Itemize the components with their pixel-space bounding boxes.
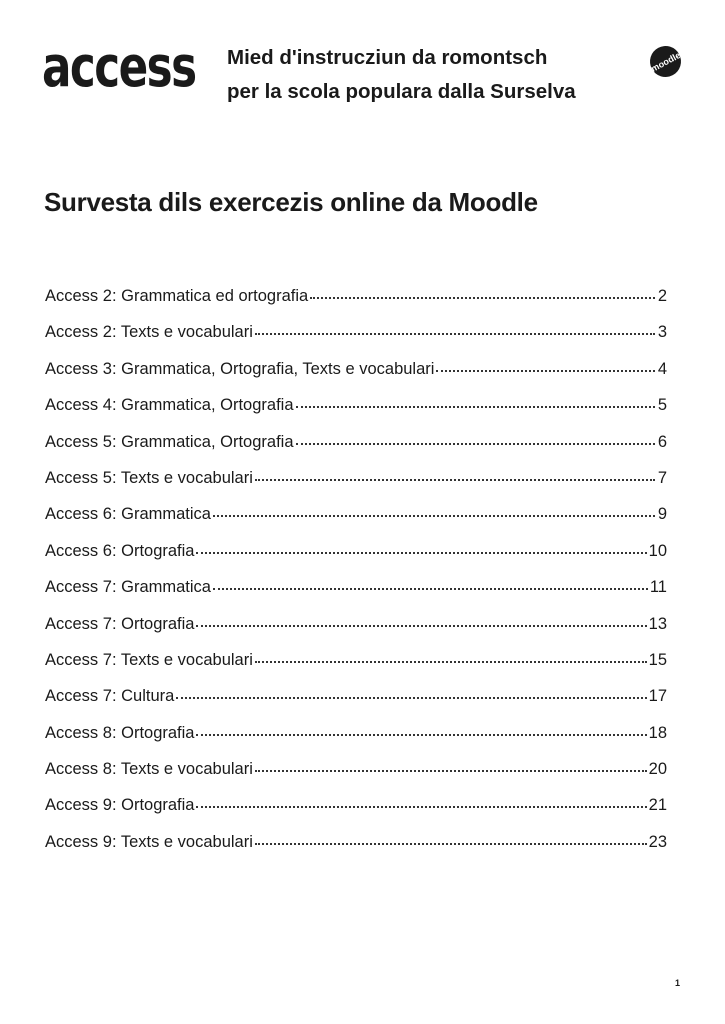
toc-entry[interactable] [45,387,667,423]
toc-entry-label: Access 9: Texts e vocabulari [45,832,253,851]
toc-entry-page: 13 [648,614,667,633]
toc-entry-label: Access 2: Grammatica ed ortografia [45,287,309,305]
toc-dot-leader [196,551,646,554]
toc-dot-leader [255,842,647,845]
toc-dot-leader [255,478,655,481]
header-subtitle [227,41,576,109]
toc-entry[interactable] [45,460,667,496]
subtitle-line-1: Mied d'instrucziun da romontsch [227,46,548,69]
toc-entry-page: 9 [657,505,667,524]
toc-entry-label: Access 2: Texts e vocabulari [45,323,253,342]
toc-entry-page: 3 [657,323,667,342]
toc-entry-label: Access 4: Grammatica, Ortografia [45,396,294,415]
toc-entry-label: Access 9: Ortografia [45,796,195,815]
toc-entry-page: 17 [648,687,667,706]
toc-entry-label: Access 5: Grammatica, Ortografia [45,432,294,451]
toc-entry[interactable] [45,715,667,751]
toc-dot-leader [255,332,655,335]
toc-entry-page: 10 [648,541,667,560]
toc-entry-label: Access 8: Ortografia [45,723,195,742]
toc-dot-leader [255,769,647,772]
toc-entry[interactable] [45,824,667,860]
toc-entry-label: Access 6: Grammatica [45,505,211,524]
toc-entry-label: Access 5: Texts e vocabulari [45,468,253,487]
toc-entry-label: Access 3: Grammatica, Ortografia, Texts e vocabulari [45,359,435,378]
toc-entry[interactable] [45,496,667,532]
toc-entry-page: 6 [657,432,667,451]
toc-dot-leader [196,733,646,736]
toc-entry[interactable] [45,424,667,460]
toc-dot-leader [255,660,647,663]
toc-entry-page: 21 [648,796,667,815]
toc-entry-label: Access 6: Ortografia [45,541,195,560]
toc-entry-label: Access 7: Ortografia [45,614,195,633]
toc-entry-label: Access 8: Texts e vocabulari [45,760,253,779]
toc-entry-page: 11 [649,578,667,597]
toc-dot-leader [310,296,655,299]
subtitle-line-2: per la scola populara dalla Surselva [227,80,576,103]
toc-entry-page: 2 [657,287,667,305]
toc-dot-leader [176,696,646,699]
moodle-badge-icon: moodle [645,41,687,83]
toc-entry[interactable] [45,787,667,823]
toc-entry[interactable] [45,678,667,714]
toc-entry[interactable] [45,606,667,642]
toc-entry[interactable] [45,314,667,350]
toc-entry-label: Access 7: Texts e vocabulari [45,650,253,669]
toc-dot-leader [196,805,646,808]
toc-entry[interactable] [45,278,667,314]
toc-entry[interactable] [45,533,667,569]
access-logo: access [42,35,196,100]
toc-entry-page: 4 [657,359,667,378]
toc-entry[interactable] [45,351,667,387]
toc-entry-page: 20 [648,760,667,779]
toc-entry-page: 18 [648,723,667,742]
toc-entry-label: Access 7: Grammatica [45,578,211,597]
toc-dot-leader [436,369,655,372]
toc-dot-leader [213,514,655,517]
page-title: Survesta dils exercezis online da Moodle [44,187,538,217]
toc-entry-label: Access 7: Cultura [45,687,175,706]
table-of-contents [45,278,667,860]
toc-entry[interactable] [45,642,667,678]
toc-dot-leader [213,587,648,590]
toc-entry[interactable] [45,569,667,605]
toc-entry-page: 7 [657,468,667,487]
toc-dot-leader [196,624,646,627]
toc-entry-page: 15 [648,650,667,669]
toc-dot-leader [296,442,656,445]
toc-entry[interactable] [45,751,667,787]
toc-entry-page: 5 [657,396,667,415]
toc-entry-page: 23 [648,832,667,851]
page-number: 1 [675,978,681,988]
toc-dot-leader [296,405,656,408]
